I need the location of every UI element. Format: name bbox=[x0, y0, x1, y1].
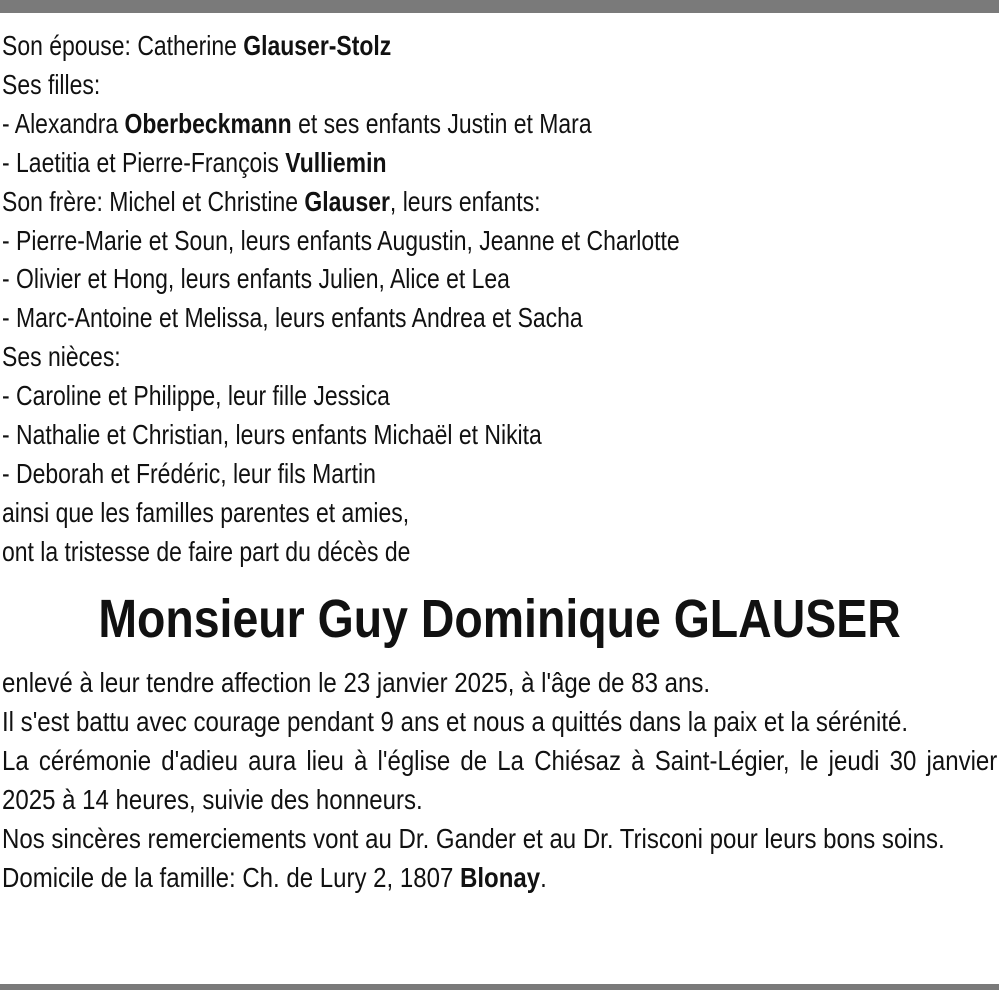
text: Son épouse: Catherine bbox=[2, 30, 244, 61]
top-rule bbox=[0, 0, 999, 13]
family-line-announcement: ont la tristesse de faire part du décès de bbox=[2, 535, 411, 567]
text: - Alexandra bbox=[2, 107, 125, 139]
bottom-rule bbox=[0, 984, 999, 990]
text: Domicile de la famille: Ch. de Lury 2, 1807 bbox=[2, 861, 461, 893]
family-line-niece-2: - Nathalie et Christian, leurs enfants Michaël et Nikita bbox=[2, 419, 542, 451]
family-line-spouse bbox=[2, 27, 818, 66]
details-illness: Il s'est battu avec courage pendant 9 ans et nous a quittés dans la paix et la sérénité. bbox=[2, 705, 909, 737]
family-line-brother bbox=[2, 183, 818, 222]
surname: Vulliemin bbox=[285, 146, 387, 178]
text: . bbox=[540, 861, 547, 893]
surname: Oberbeckmann bbox=[124, 107, 292, 139]
surname: Glauser bbox=[304, 185, 390, 217]
family-line-relatives: ainsi que les familles parentes et amies, bbox=[2, 496, 410, 528]
family-list bbox=[2, 27, 818, 572]
family-line-nephew-1: - Pierre-Marie et Soun, leurs enfants Augustin, Jeanne et Charlotte bbox=[2, 224, 680, 256]
details-thanks: Nos sincères remerciements vont au Dr. Gander et au Dr. Trisconi pour leurs bons soins. bbox=[2, 822, 945, 854]
text: , leurs enfants: bbox=[389, 185, 541, 217]
family-line-daughter-1 bbox=[2, 105, 818, 144]
family-line-nephew-2: - Olivier et Hong, leurs enfants Julien, Alice et Lea bbox=[2, 263, 510, 295]
deceased-name bbox=[0, 584, 999, 654]
text: Son frère: Michel et Christine bbox=[2, 185, 305, 217]
family-line-daughter-2 bbox=[2, 144, 818, 183]
family-line-niece-3: - Deborah et Frédéric, leur fils Martin bbox=[2, 457, 376, 489]
town: Blonay bbox=[460, 861, 541, 893]
details-text bbox=[2, 664, 997, 897]
details-address bbox=[2, 859, 997, 898]
deceased-name-text: Monsieur Guy Dominique GLAUSER bbox=[98, 589, 901, 649]
details-death: enlevé à leur tendre affection le 23 janvier 2025, à l'âge de 83 ans. bbox=[2, 667, 711, 698]
family-line-nieces-heading: Ses nièces: bbox=[2, 341, 121, 373]
surname: Glauser-Stolz bbox=[243, 30, 392, 61]
family-line-niece-1: - Caroline et Philippe, leur fille Jessica bbox=[2, 380, 390, 412]
text: et ses enfants Justin et Mara bbox=[291, 107, 592, 139]
family-line-nephew-3: - Marc-Antoine et Melissa, leurs enfants Andrea et Sacha bbox=[2, 302, 583, 334]
text: - Laetitia et Pierre-François bbox=[2, 146, 286, 178]
family-line-daughters-heading: Ses filles: bbox=[2, 68, 101, 100]
details-ceremony: La cérémonie d'adieu aura lieu à l'église de La Chiésaz à Saint-Légier, le jeudi 30 janvier 2025 à 14 heures, suivie des honneurs. bbox=[2, 744, 998, 815]
